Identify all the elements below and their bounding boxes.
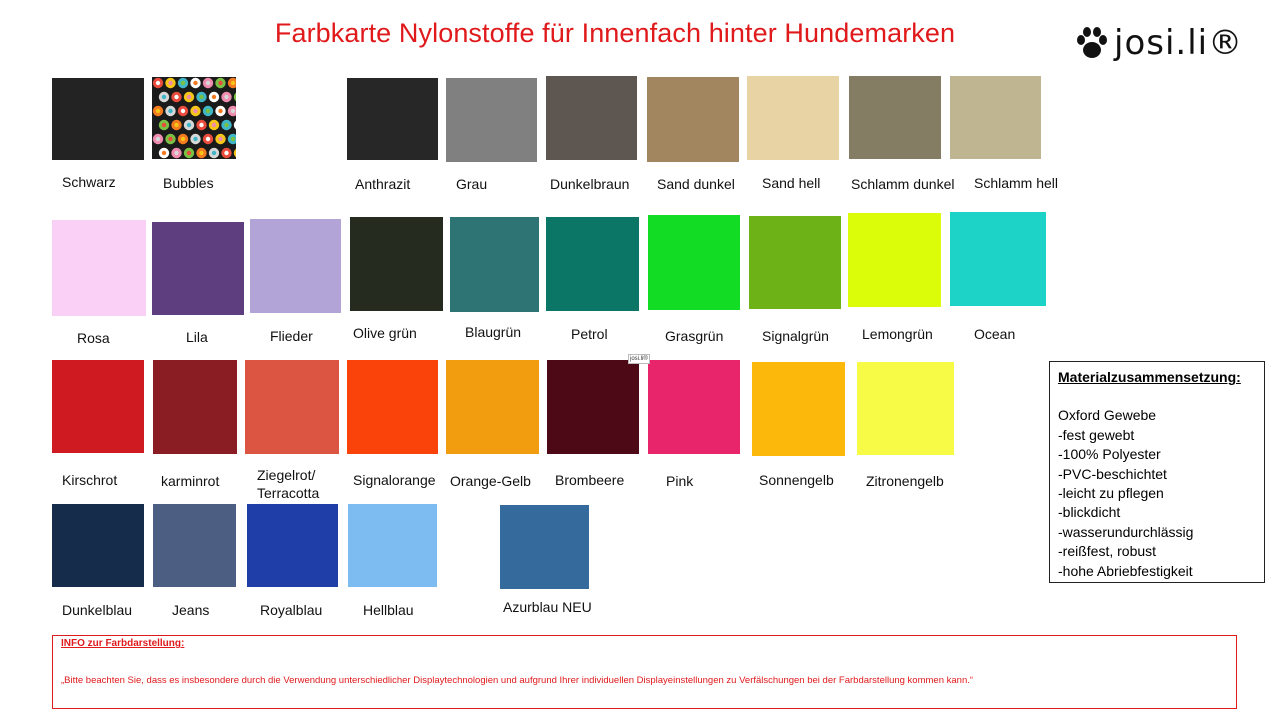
- bubble-center: [181, 109, 185, 113]
- material-line: -fest gewebt: [1058, 426, 1135, 443]
- swatch-karminrot: [153, 360, 237, 454]
- bubble-center: [206, 81, 210, 85]
- swatch-sonnengelb: [752, 362, 845, 456]
- bubble-center: [224, 151, 228, 155]
- bubble-center: [212, 151, 216, 155]
- bubble-center: [156, 137, 160, 141]
- bubble: [234, 92, 236, 102]
- swatch-label: Rosa: [77, 330, 110, 346]
- bubble: [234, 120, 236, 130]
- paw-icon: [1074, 25, 1110, 61]
- bubble-center: [156, 81, 160, 85]
- bubble-center: [231, 137, 235, 141]
- bubble-center: [168, 81, 172, 85]
- bubble-center: [224, 123, 228, 127]
- swatch-label: Signalgrün: [762, 328, 829, 344]
- bubble-center: [156, 109, 160, 113]
- bubble-center: [218, 137, 222, 141]
- swatch-grau: [446, 78, 537, 162]
- swatch-dunkelblau: [52, 504, 144, 587]
- swatch-label: Schlamm dunkel: [851, 176, 955, 192]
- bubble-center: [193, 109, 197, 113]
- info-title: INFO zur Farbdarstellung:: [61, 638, 185, 649]
- swatch-hellblau: [348, 504, 437, 587]
- swatch-ziegelrot-terracotta: [245, 360, 339, 454]
- bubble-center: [212, 95, 216, 99]
- swatch-label: Dunkelbraun: [550, 176, 630, 192]
- swatch-grasgrün: [648, 215, 740, 310]
- swatch-royalblau: [247, 504, 338, 587]
- material-list: [1058, 406, 1256, 581]
- swatch-blaugrün: [450, 217, 539, 312]
- material-title: Materialzusammensetzung:: [1058, 369, 1241, 385]
- swatch-tag: josi.li®: [630, 356, 648, 362]
- swatch-label: Grasgrün: [665, 328, 724, 344]
- swatch-flieder: [250, 219, 341, 313]
- swatch-label: Signalorange: [353, 472, 436, 488]
- swatch-label: Lila: [186, 329, 208, 345]
- bubble-center: [218, 109, 222, 113]
- bubble-center: [224, 95, 228, 99]
- bubble-center: [162, 151, 166, 155]
- bubble-center: [199, 151, 203, 155]
- swatch-label: Dunkelblau: [62, 602, 133, 618]
- swatch-label: Kirschrot: [62, 472, 118, 488]
- swatch-label: Orange-Gelb: [450, 473, 531, 489]
- material-line: -wasserundurchlässig: [1058, 523, 1194, 540]
- swatch-label: Azurblau NEU: [503, 599, 592, 615]
- swatch-label: Pink: [666, 473, 694, 489]
- bubble-center: [181, 137, 185, 141]
- swatch-azurblau-neu: [500, 505, 589, 589]
- bubble-center: [181, 81, 185, 85]
- swatch-zitronengelb: [857, 362, 954, 455]
- swatch-label: Sand dunkel: [657, 176, 735, 192]
- bubble-center: [206, 109, 210, 113]
- swatch-sand-hell: [747, 76, 839, 160]
- swatch-signalgrün: [749, 216, 841, 309]
- swatch-pink: [648, 360, 740, 454]
- logo-text: josi.li®: [1114, 23, 1244, 63]
- bubble-center: [231, 109, 235, 113]
- swatch-label: Schlamm hell: [974, 175, 1059, 191]
- swatch-label: Sonnengelb: [759, 472, 834, 488]
- page-title: Farbkarte Nylonstoffe für Innenfach hinter Hundemarken: [274, 18, 956, 48]
- swatch-schwarz: [52, 78, 144, 160]
- bubbles-pattern: [152, 77, 236, 159]
- swatch-label: Grau: [456, 176, 488, 192]
- swatch-schlamm-hell: [950, 76, 1041, 159]
- swatch-petrol: [546, 217, 639, 311]
- swatch-label: Ocean: [974, 326, 1016, 342]
- swatch-label: Zitronengelb: [866, 473, 944, 489]
- bubble-center: [187, 151, 191, 155]
- swatch-olive-grün: [350, 217, 443, 311]
- bubble-center: [193, 81, 197, 85]
- swatch-label: Olive grün: [353, 325, 417, 341]
- bubble-center: [168, 137, 172, 141]
- swatch-sand-dunkel: [647, 77, 739, 162]
- info-text: „Bitte beachten Sie, dass es insbesondere durch die Verwendung unterschiedlicher Displaytechnologien und aufgrund Ihrer individuellen Displayeinstellungen zu Verfälschungen bei der Farbdarstellung kommen kann.“: [61, 675, 974, 686]
- swatch-bubbles: [152, 77, 236, 159]
- swatch-label: Jeans: [172, 602, 210, 618]
- swatch-label: Brombeere: [555, 472, 625, 488]
- swatch-schlamm-dunkel: [849, 76, 941, 159]
- brand-logo: [1074, 22, 1264, 64]
- material-line: Oxford Gewebe: [1058, 407, 1157, 424]
- bubble-center: [174, 95, 178, 99]
- swatch-anthrazit: [347, 78, 438, 160]
- swatch-label: Sand hell: [762, 175, 821, 191]
- material-line: -hohe Abriebfestigkeit: [1058, 562, 1193, 579]
- bubble-center: [187, 95, 191, 99]
- bubble-center: [218, 81, 222, 85]
- bubble-center: [231, 81, 235, 85]
- swatch-jeans: [153, 504, 236, 587]
- bubble-center: [206, 137, 210, 141]
- bubble-center: [162, 123, 166, 127]
- swatch-label: Royalblau: [260, 602, 323, 618]
- material-line: -reißfest, robust: [1058, 543, 1157, 560]
- swatch-lila: [152, 222, 244, 315]
- bubble-center: [174, 151, 178, 155]
- swatch-kirschrot: [52, 360, 144, 453]
- material-line: -blickdicht: [1058, 504, 1121, 521]
- material-line: -100% Polyester: [1058, 446, 1161, 463]
- swatch-label: Schwarz: [62, 174, 116, 190]
- material-line: -leicht zu pflegen: [1058, 485, 1164, 502]
- bubble-center: [193, 137, 197, 141]
- swatch-dunkelbraun: [546, 76, 637, 160]
- swatch-label: Lemongrün: [862, 326, 933, 342]
- color-info-box: [52, 635, 1237, 709]
- bubble-center: [187, 123, 191, 127]
- swatch-orange-gelb: [446, 360, 539, 454]
- bubble: [234, 148, 236, 158]
- material-line: -PVC-beschichtet: [1058, 465, 1167, 482]
- bubble-center: [212, 123, 216, 127]
- swatch-label: Blaugrün: [465, 324, 522, 340]
- bubble-center: [162, 95, 166, 99]
- bubble-center: [174, 123, 178, 127]
- swatch-brombeere: [547, 360, 639, 454]
- swatch-signalorange: [347, 360, 438, 454]
- swatch-label: Flieder: [270, 328, 313, 344]
- material-composition-box: [1049, 361, 1265, 583]
- swatch-label: Anthrazit: [355, 176, 411, 192]
- swatch-lemongrün: [848, 213, 941, 307]
- swatch-label: Petrol: [571, 326, 608, 342]
- swatch-label: Bubbles: [163, 175, 214, 191]
- bubble-center: [168, 109, 172, 113]
- swatch-label: karminrot: [161, 473, 220, 489]
- swatch-ocean: [950, 212, 1046, 306]
- bubble-center: [199, 123, 203, 127]
- swatch-label: Hellblau: [363, 602, 414, 618]
- swatch-rosa: [52, 220, 146, 316]
- swatch-label: Ziegelrot/ Terracotta: [257, 467, 320, 501]
- bubble-center: [199, 95, 203, 99]
